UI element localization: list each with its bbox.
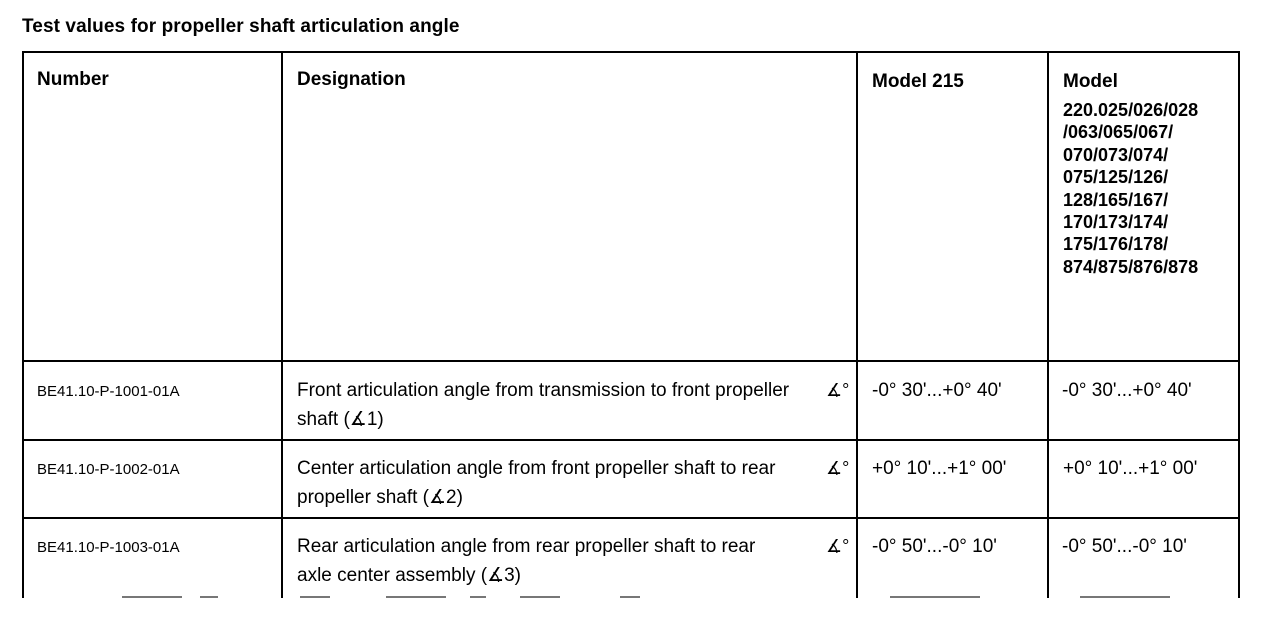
column-divider: [281, 51, 283, 598]
column-divider: [1047, 51, 1049, 598]
header-model-220-label: Model: [1063, 71, 1118, 92]
header-model-215: Model 215: [872, 71, 964, 92]
row-divider: [22, 517, 1240, 519]
row-value-model-215: +0° 10'...+1° 00': [872, 458, 1007, 479]
row-divider: [22, 439, 1240, 441]
table-left-border: [22, 51, 24, 598]
row-number: BE41.10-P-1003-01A: [37, 539, 180, 556]
document-title: Test values for propeller shaft articulation angle: [22, 16, 460, 37]
angle-unit-label: ∡°: [826, 536, 850, 556]
row-number: BE41.10-P-1002-01A: [37, 461, 180, 478]
column-divider: [856, 51, 858, 598]
row-value-model-215: -0° 30'...+0° 40': [872, 380, 1002, 401]
row-designation: Rear articulation angle from rear propeller shaft to rear axle center assembly (∡3): [297, 536, 756, 586]
table-right-border: [1238, 51, 1240, 598]
row-designation: Front articulation angle from transmission to front propeller shaft (∡1): [297, 380, 790, 430]
row-designation: Center articulation angle from front propeller shaft to rear propeller shaft (∡2): [297, 458, 776, 508]
row-value-model-220: -0° 30'...+0° 40': [1062, 380, 1192, 401]
row-value-model-220: -0° 50'...-0° 10': [1062, 536, 1187, 557]
row-value-model-220: +0° 10'...+1° 00': [1063, 458, 1198, 479]
header-model-220: [1063, 71, 1235, 278]
angle-unit-label: ∡°: [826, 380, 850, 400]
header-model-220-codes: 220.025/026/028 /063/065/067/ 070/073/074/ 075/125/126/ 128/165/167/ 170/173/174/ 175/176/178/ 874/875/876/878: [1063, 100, 1199, 277]
row-value-model-215: -0° 50'...-0° 10': [872, 536, 997, 557]
table-top-border: [22, 51, 1240, 53]
row-number: BE41.10-P-1001-01A: [37, 383, 180, 400]
angle-unit-label: ∡°: [826, 458, 850, 478]
header-number: Number: [37, 69, 109, 90]
row-divider: [22, 360, 1240, 362]
header-designation: Designation: [297, 69, 406, 90]
cropped-row-fragment: [0, 592, 1280, 604]
